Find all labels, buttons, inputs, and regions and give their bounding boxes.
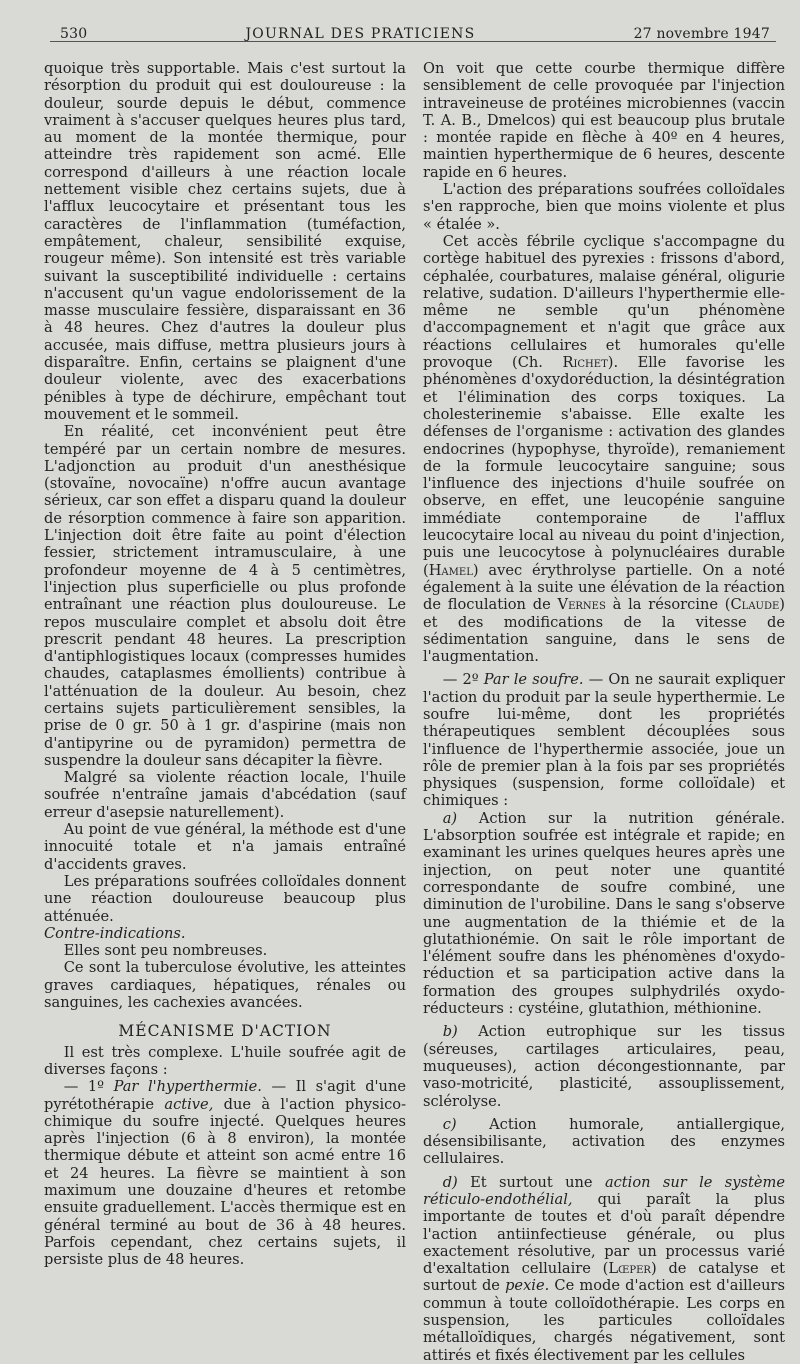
paragraph [423,233,785,665]
paragraph [423,671,785,809]
text-run: — 2º [442,671,484,689]
author-name: Hamel [428,561,473,579]
text-run: — 1º [63,1078,114,1096]
text-run: Cet accès fébrile cyclique s'accompagne du cortège habituel des pyrexies : frissons d'abord, céphalée, courbatures, malaise général, oligurie relative, sudation. D'ailleurs l'hyperthermie elle-même ne semble qu'un phénomène d'accompagnement et n'agit que grâce aux réactions cellulaires et humorales qu'elle provoque (Ch. [423,232,785,372]
journal-title: JOURNAL DES PRATICIENS [245,26,476,42]
text-run: ). Elle favorise les phénomènes d'oxydoréduction, la désintégration et l'élimination des corps toxiques. La cholesterinemie s'abaisse. Elle exalte les défenses de l'organisme : activation des glandes endocrines (hypophyse, thyroïde), remaniement de la formule leucocytaire sanguine; sous l'influence des injections d'huile soufrée on observe, en effet, une leucopénie sanguine immédiate contemporaine de l'afflux leucocytaire local au niveau du point d'injection, puis une leucocytose à polynucléaires durable ( [423,354,785,579]
page-number: 530 [60,26,88,42]
running-header [60,16,770,42]
author-name: Claude [730,596,780,614]
paragraph: En réalité, cet inconvénient peut être tempéré par un certain nombre de mesures. L'adjonction au produit d'un anesthésique (stovaïne, novocaïne) n'offre aucun avantage sérieux, car son effet a disparu quand la douleur de résorption commence à faire son apparition. L'injection doit être faite au point d'élection fessier, strictement intramusculaire, à une profondeur moyenne de 4 à 5 centimètres, l'injection plus superficielle ou plus profonde entraînant une réaction plus douloureuse. Le repos musculaire complet et absolu doit être prescrit pendant 48 heures. La prescription d'antiphlogistiques locaux (compresses humides chaudes, cataplasmes émollients) contribue à l'atténuation de la douleur. Au besoin, chez certains sujets particulièrement sensibles, la prise de 0 gr. 50 à 1 gr. d'aspirine (mais non d'antipyrine ou de pyramidon) permettra de suspendre la douleur sans décapiter la fièvre. [44,423,406,769]
paragraph: Malgré sa violente réaction locale, l'huile soufrée n'entraîne jamais d'abcédation (sauf erreur d'asepsie naturellement). [44,769,406,821]
section-heading: MÉCANISME D'ACTION [118,1022,332,1041]
emphasis: active, [164,1095,214,1113]
item-marker: d) [442,1173,458,1191]
paragraph: On voit que cette courbe thermique diffère sensiblement de celle provoquée par l'injection intraveineuse de protéines microbiennes (vaccin T. A. B., Dmelcos) qui est beaucoup plus brutale : montée rapide en flèche à 40º en 4 heures, maintien hyperthermique de 6 heures, descente rapide en 6 heures. [423,60,785,181]
list-item-c [423,1116,785,1168]
paragraph: Elles sont peu nombreuses. [63,942,268,960]
text-run: Ce mode d'action est d'ailleurs commun à toute colloïdothérapie. Les corps en suspension, les particules colloïdales métalloïdiques, chargés négativement, sont attirés et fixés électivement par les cellules [423,1277,785,1364]
subheading [44,925,406,942]
subheading-text: Contre-indications. [44,924,186,942]
emphasis: pexie. [505,1277,550,1295]
paragraph: Ce sont la tuberculose évolutive, les atteintes graves cardiaques, hépatiques, rénales ou sanguines, les cachexies avancées. [44,959,406,1012]
text-run: Action humorale, antiallergique, désensibilisante, activation des enzymes cellulaires. [423,1115,785,1168]
text-run: ) et des modifications de la vitesse de sédimentation sanguine, dans le sens de l'augmentation. [423,596,785,666]
emphasis: Par le soufre. [483,671,584,689]
paragraph: Il est très complexe. L'huile soufrée agit de diverses façons : [44,1043,406,1078]
text-run: Action sur la nutrition générale. L'absorption soufrée est intégrale et rapide; en examinant les urines quelques heures après une injection, on peut noter une quantité correspondante de soufre combiné, une diminution de l'urobiline. Dans le sang s'observe une augmentation de la thiémie et de la glutathionémie. On sait le rôle important de l'élément soufre dans les phénomènes d'oxydo-réduction et sa participation active dans la formation des groupes sulphydrilés oxydo-réducteurs : cystéine, glutathion, méthionine. [423,809,785,1018]
list-item-d [423,1174,785,1364]
paragraph [44,1078,406,1268]
text-run: ) de catalyse et surtout de [423,1260,785,1295]
left-column [44,60,406,1268]
header-rule [50,41,776,42]
list-item-b [423,1023,785,1109]
emphasis: action sur le système réticulo-endothélial, [423,1173,785,1208]
text-run: — Il s'agit d'une pyrétothérapie [44,1078,406,1113]
list-item-a [423,810,785,1018]
text-run: — On ne saurait expliquer l'action du produit par la seule hyperthermie. Le soufre lui-même, dont les propriétés thérapeutiques semblent découplées sous l'influence de l'hyperthermie associée, joue un rôle de premier plan à la fois par ses propriétés physiques (suspension, forme colloïdale) et chimiques : [423,671,785,810]
item-marker: b) [442,1023,458,1041]
text-run: ) avec érythrolyse partielle. On a noté également à la suite une élévation de la réaction de floculation de [423,561,785,614]
paragraph: L'action des préparations soufrées colloïdales s'en rapproche, bien que moins violente et plus « étalée ». [423,181,785,233]
right-column [423,60,785,1364]
text-run: Action eutrophique sur les tissus (séreuses, cartilages articulaires, peau, muqueuses), action décongestionnante, par vaso-motricité, plasticité, assouplissement, sclérolyse. [423,1023,785,1110]
text-run: qui paraît la plus importante de toutes et d'où paraît dépendre l'action antiinfectieuse générale, ou plus exactement résolutive, par un processus varié d'exaltation cellulaire ( [423,1191,785,1278]
issue-date: 27 novembre 1947 [633,26,770,42]
author-name: Lœper [608,1260,651,1278]
emphasis: Par l'hyperthermie. [113,1078,262,1096]
text-run: à la résorcine ( [605,596,731,614]
author-name: Vernes [557,596,606,614]
item-marker: a) [442,809,458,827]
paragraph: Au point de vue général, la méthode est d'une innocuité totale et n'a jamais entraîné d'accidents graves. [44,821,406,873]
text-run: Et surtout une [457,1173,605,1191]
author-name: Richet [562,354,608,372]
text-run: due à l'action physico-chimique du soufre injecté. Quelques heures après l'injection (6 à 8 environ), la montée thermique débute et atteint son acmé entre 16 et 24 heures. La fièvre se maintient à son maximum une douzaine d'heures et retombe ensuite graduellement. L'accès thermique est en général terminé au bout de 36 à 48 heures. Parfois cependant, chez certains sujets, il persiste plus de 48 heures. [44,1095,407,1269]
paragraph: quoique très supportable. Mais c'est surtout la résorption du produit qui est douloureuse : la douleur, sourde depuis le début, commence vraiment à s'accuser quelques heures plus tard, au moment de la montée thermique, pour atteindre très rapidement son acmé. Elle correspond d'ailleurs à une réaction locale nettement visible chez certains sujets, due à l'afflux leucocytaire et présentant tous les caractères de l'inflammation (tuméfaction, empâtement, chaleur, sensibilité exquise, rougeur même). Son intensité est très variable suivant la susceptibilité individuelle : certains n'accusent qu'un vague endolorissement de la masse musculaire fessière, disparaissant en 36 à 48 heures. Chez d'autres la douleur plus accusée, mais diffuse, mettra plusieurs jours à disparaître. Enfin, certains se plaignent d'une douleur violente, avec des exacerbations pénibles à type de déchirure, empêchant tout mouvement et le sommeil. [44,60,406,423]
paragraph: Les préparations soufrées colloïdales donnent une réaction douloureuse beaucoup plus atténuée. [44,872,406,925]
item-marker: c) [442,1115,457,1133]
